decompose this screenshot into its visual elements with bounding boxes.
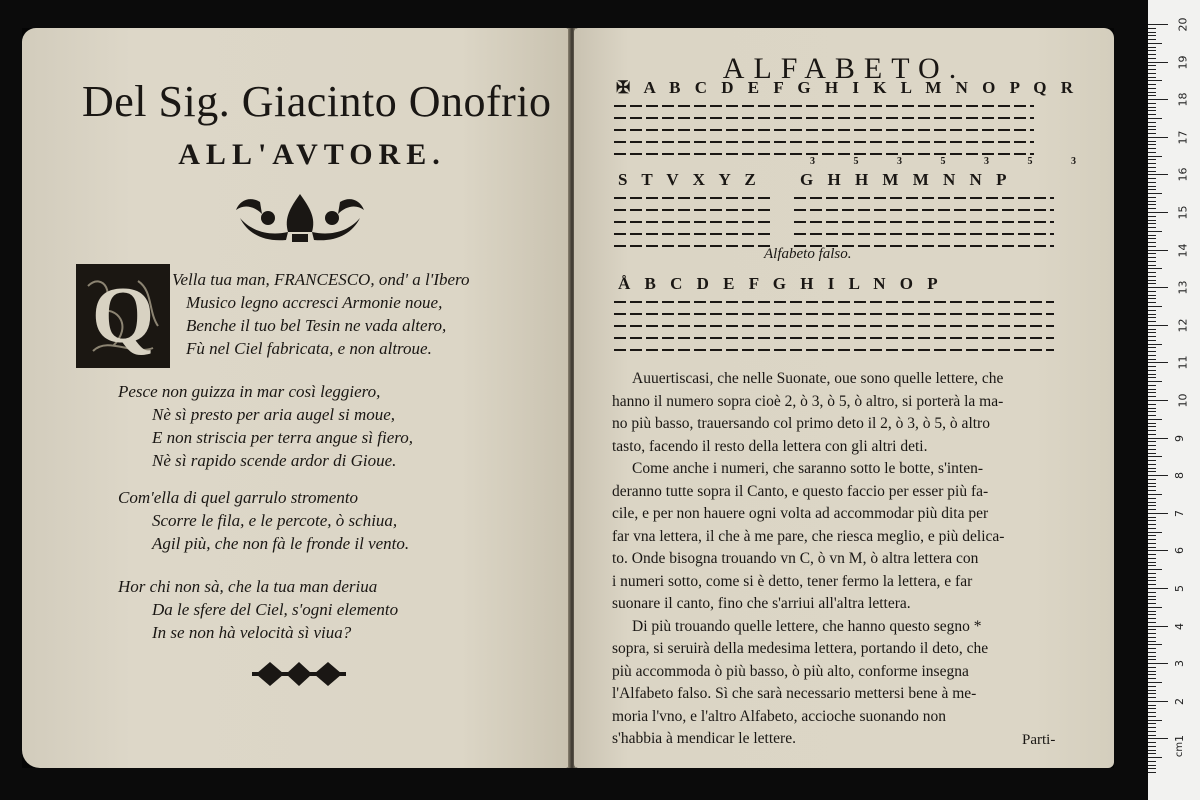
ruler-tick (1148, 114, 1156, 115)
ruler-tick (1148, 280, 1156, 281)
falso-label: Alfabeto falso. (764, 246, 852, 262)
ruler-tick (1148, 99, 1168, 100)
ruler-tick (1148, 261, 1156, 262)
verse-line: Agil più, che non fà le fronde il vento. (152, 534, 410, 553)
ruler-tick (1148, 201, 1156, 202)
ruler-tick (1148, 720, 1162, 721)
ruler-tick (1148, 362, 1168, 363)
ruler-tick (1148, 144, 1156, 145)
ruler-tick (1148, 223, 1156, 224)
ruler-tick (1148, 712, 1156, 713)
ruler-tick (1148, 517, 1156, 518)
ruler-number: 9 (1173, 434, 1186, 442)
ruler-tick (1148, 381, 1162, 382)
ruler-number: 2 (1173, 697, 1186, 705)
ruler-tick (1148, 479, 1156, 480)
body-text (612, 368, 1068, 751)
ruler-tick (1148, 456, 1162, 457)
ruler-number: 12 (1176, 318, 1190, 333)
ruler-tick (1148, 122, 1156, 123)
ruler-tick (1148, 663, 1168, 664)
stanza-4 (118, 575, 398, 644)
ruler-tick (1148, 32, 1156, 33)
ruler-tick (1148, 547, 1156, 548)
ruler-tick (1148, 445, 1156, 446)
ruler-tick (1148, 411, 1156, 412)
text-line: far vna lettera, il che à me pare, che riesca meglio, e più delica- (612, 527, 1005, 545)
text-line: cile, e per non hauere ogni volta ad accommodar più dita per (612, 505, 989, 522)
ruler-tick (1148, 43, 1162, 44)
ruler-tick (1148, 460, 1156, 461)
ruler-tick (1148, 24, 1168, 25)
ruler-tick (1148, 498, 1156, 499)
ruler-tick (1148, 189, 1156, 190)
text-line: tasto, facendo il resto della lettera con gli altri deti. (612, 437, 928, 455)
ruler-tick (1148, 110, 1156, 111)
ruler-tick (1148, 133, 1156, 134)
ruler-tick (1148, 690, 1156, 691)
ruler-tick (1148, 216, 1156, 217)
ruler-number: 4 (1173, 622, 1186, 630)
ruler-tick (1148, 701, 1168, 702)
ruler-tick (1148, 377, 1156, 378)
ruler-tick (1148, 573, 1156, 574)
verse-line: Pesce non guizza in mar così leggiero, (118, 382, 381, 401)
ruler-tick (1148, 464, 1156, 465)
ruler-tick (1148, 475, 1168, 476)
ruler-tick (1148, 193, 1162, 194)
ruler-tick (1148, 520, 1156, 521)
ruler-tick (1148, 314, 1156, 315)
ruler-tick (1148, 584, 1156, 585)
ruler-tick (1148, 430, 1156, 431)
ruler-number: 20 (1176, 17, 1190, 32)
ruler-tick (1148, 385, 1156, 386)
ruler-tick (1148, 618, 1156, 619)
ruler-tick (1148, 505, 1156, 506)
ruler-tick (1148, 58, 1156, 59)
ruler-tick (1148, 253, 1156, 254)
text-line: hanno il numero sopra cioè 2, ò 3, ò 5, ò altro, si porterà la ma- (612, 392, 1004, 410)
stanza-1 (172, 268, 470, 360)
ruler-tick (1148, 84, 1156, 85)
ruler-tick (1148, 524, 1156, 525)
ruler-tick (1148, 438, 1168, 439)
ruler-tick (1148, 449, 1156, 450)
ruler-tick (1148, 291, 1156, 292)
ruler-tick (1148, 611, 1156, 612)
verse-line: In se non hà velocità sì viua? (152, 623, 352, 642)
ruler-tick (1148, 641, 1156, 642)
ruler-tick (1148, 62, 1168, 63)
ruler-tick (1148, 336, 1156, 337)
ruler-tick (1148, 283, 1156, 284)
text-line: Di più trouando quelle lettere, che hanno questo segno * (632, 617, 982, 635)
ruler-tick (1148, 483, 1156, 484)
ruler-tick (1148, 344, 1162, 345)
ruler-number: 17 (1176, 130, 1190, 145)
ruler-tick (1148, 366, 1156, 367)
ruler-tick (1148, 317, 1156, 318)
ruler-number: 8 (1173, 472, 1186, 480)
ruler-tick (1148, 705, 1156, 706)
ruler-tick (1148, 674, 1156, 675)
verse-line: Vella tua man, FRANCESCO, ond' a l'Ibero (172, 270, 470, 289)
ruler-tick (1148, 753, 1156, 754)
page-subtitle: ALL'AVTORE. (178, 138, 446, 171)
ruler-tick (1148, 656, 1156, 657)
text-line: s'habbia à mendicar le lettere. (612, 730, 796, 747)
ruler-tick (1148, 171, 1156, 172)
ruler-tick (1148, 167, 1156, 168)
ornament-top (230, 188, 370, 246)
ruler-tick (1148, 746, 1156, 747)
initial-letter: Q (91, 272, 155, 360)
ruler-tick (1148, 374, 1156, 375)
ruler-tick (1148, 768, 1156, 769)
ruler-tick (1148, 118, 1162, 119)
ruler-tick (1148, 626, 1168, 627)
ruler-number: 1 (1173, 735, 1186, 743)
ruler-tick (1148, 678, 1156, 679)
ruler-tick (1148, 565, 1156, 566)
ruler-tick (1148, 92, 1156, 93)
verse-line: Com'ella di quel garrulo stromento (118, 488, 359, 507)
ruler-tick (1148, 716, 1156, 717)
ruler-tick (1148, 509, 1156, 510)
ruler-number: 3 (1173, 660, 1186, 668)
ruler-tick (1148, 667, 1156, 668)
alfabeto-falso-letters: Å B C D E F G H I L N O P (618, 274, 943, 293)
ruler-tick (1148, 535, 1156, 536)
ruler-tick (1148, 28, 1156, 29)
left-page (22, 28, 570, 768)
ruler-tick (1148, 415, 1156, 416)
text-line: i numeri sotto, come si è detto, tener fermo la lettera, e far (612, 572, 973, 590)
ruler-tick (1148, 423, 1156, 424)
verse-line: Scorre le fila, e le percote, ò schiua, (152, 511, 398, 530)
ruler-tick (1148, 757, 1162, 758)
scale-ruler (1148, 0, 1200, 800)
ruler-tick (1148, 302, 1156, 303)
ruler-tick (1148, 242, 1156, 243)
text-line: deranno tutte sopra il Canto, e questo faccio per esser più fa- (612, 482, 989, 500)
ruler-tick (1148, 370, 1156, 371)
ruler-tick (1148, 693, 1156, 694)
ruler-tick (1148, 426, 1156, 427)
ruler-tick (1148, 321, 1156, 322)
ruler-tick (1148, 73, 1156, 74)
ruler-tick (1148, 592, 1156, 593)
ruler-tick (1148, 268, 1162, 269)
ruler-tick (1148, 238, 1156, 239)
ruler-tick (1148, 648, 1156, 649)
ruler-tick (1148, 295, 1156, 296)
alfabeto-row-letters: ✠ A B C D E F G H I K L M N O P Q R (616, 78, 1079, 97)
ruler-tick (1148, 276, 1156, 277)
ruler-tick (1148, 392, 1156, 393)
ruler-tick (1148, 550, 1168, 551)
ruler-tick (1148, 35, 1156, 36)
ruler-tick (1148, 359, 1156, 360)
ruler-tick (1148, 697, 1156, 698)
text-line: l'Alfabeto falso. Sì che sarà necessario mettersi bene à me- (612, 685, 977, 702)
ruler-tick (1148, 580, 1156, 581)
ruler-tick (1148, 404, 1156, 405)
verse-line: Da le sfere del Ciel, s'ogni elemento (152, 600, 399, 619)
ruler-number: 13 (1176, 280, 1190, 295)
ruler-tick (1148, 265, 1156, 266)
ruler-tick (1148, 644, 1162, 645)
ruler-tick (1148, 47, 1156, 48)
ruler-tick (1148, 633, 1156, 634)
text-line: più accommoda ò più basso, ò più alto, conforme insegna (612, 662, 969, 680)
ruler-tick (1148, 80, 1162, 81)
right-page (574, 28, 1114, 768)
verse-line: Fù nel Ciel fabricata, e non altroue. (186, 339, 432, 358)
ruler-tick (1148, 614, 1156, 615)
ruler-tick (1148, 765, 1156, 766)
ruler-tick (1148, 554, 1156, 555)
open-book (22, 28, 1114, 768)
ruler-tick (1148, 65, 1156, 66)
verse-line: E non striscia per terra angue sì fiero, (152, 428, 413, 447)
ruler-tick (1148, 325, 1168, 326)
ruler-tick (1148, 389, 1156, 390)
ruler-tick (1148, 54, 1156, 55)
ruler-tick (1148, 528, 1156, 529)
ruler-tick (1148, 272, 1156, 273)
ruler-tick (1148, 227, 1156, 228)
ruler-tick (1148, 396, 1156, 397)
ruler-tick (1148, 453, 1156, 454)
ruler-tick (1148, 682, 1162, 683)
ruler-number: 18 (1176, 92, 1190, 107)
ruler-tick (1148, 174, 1168, 175)
ruler-tick (1148, 212, 1168, 213)
ruler-tick (1148, 186, 1156, 187)
ruler-tick (1148, 599, 1156, 600)
catchword: Parti- (1022, 732, 1056, 748)
ruler-tick (1148, 652, 1156, 653)
ruler-tick (1148, 539, 1156, 540)
ornament-bottom (252, 658, 346, 690)
ruler-tick (1148, 287, 1168, 288)
ruler-tick (1148, 532, 1162, 533)
ruler-tick (1148, 502, 1156, 503)
ruler-tick (1148, 163, 1156, 164)
ruler-tick (1148, 351, 1156, 352)
ruler-tick (1148, 588, 1168, 589)
text-line: no più basso, trauersando col primo deto il 2, ò 3, ò 5, ò altro (612, 415, 990, 432)
ruler-tick (1148, 494, 1162, 495)
ruler-tick (1148, 298, 1156, 299)
verse-line: Nè sì presto per aria augel si moue, (152, 405, 396, 424)
ruler-tick (1148, 250, 1168, 251)
ruler-tick (1148, 562, 1156, 563)
alfabeto-row-letters: S T V X Y Z (618, 170, 761, 189)
ruler-tick (1148, 182, 1156, 183)
ruler-tick (1148, 607, 1162, 608)
ruler-tick (1148, 558, 1156, 559)
ruler-tick (1148, 490, 1156, 491)
ruler-tick (1148, 629, 1156, 630)
verse-line: Musico legno accresci Armonie noue, (186, 293, 443, 312)
ruler-tick (1148, 329, 1156, 330)
ruler-tick (1148, 671, 1156, 672)
text-line: Come anche i numeri, che saranno sotto le botte, s'inten- (632, 460, 984, 477)
fret-numbers: 3 5 3 5 3 5 3 (810, 156, 1094, 167)
ruler-tick (1148, 159, 1156, 160)
text-line: moria l'vno, e l'altro Alfabeto, accioche suonando non (612, 707, 946, 725)
stanza-3 (118, 486, 409, 555)
ruler-tick (1148, 204, 1156, 205)
verse-line: Benche il tuo bel Tesin ne vada altero, (186, 316, 447, 335)
ruler-tick (1148, 727, 1156, 728)
ruler-number: 5 (1173, 585, 1186, 592)
tablature-staff (614, 100, 1034, 160)
ruler-tick (1148, 622, 1156, 623)
ruler-tick (1148, 408, 1156, 409)
verse-line: Hor chi non sà, che la tua man deriua (118, 577, 378, 596)
decorated-initial (76, 264, 170, 368)
ruler-tick (1148, 148, 1156, 149)
ruler-number: 7 (1173, 509, 1186, 517)
ruler-tick (1148, 235, 1156, 236)
ruler-tick (1148, 772, 1156, 773)
ruler-tick (1148, 306, 1162, 307)
ruler-tick (1148, 347, 1156, 348)
ruler-tick (1148, 686, 1156, 687)
ruler-number: 6 (1173, 547, 1186, 555)
alfabeto-title: ALFABETO. (722, 52, 966, 85)
text-line: sopra, si seruirà della medesima lettera, portando il deto, che (612, 640, 989, 657)
alfabeto-row-letters: G H H M M N N P (800, 170, 1012, 189)
ruler-tick (1148, 569, 1162, 570)
ruler-unit: cm (1174, 741, 1186, 758)
ruler-tick (1148, 178, 1156, 179)
ruler-number: 11 (1176, 355, 1190, 370)
ruler-tick (1148, 750, 1156, 751)
tablature-staff (614, 296, 1054, 354)
ruler-tick (1148, 735, 1156, 736)
ruler-tick (1148, 50, 1156, 51)
ruler-tick (1148, 596, 1156, 597)
ruler-tick (1148, 208, 1156, 209)
ruler-tick (1148, 419, 1162, 420)
ruler-tick (1148, 137, 1168, 138)
ruler-tick (1148, 332, 1156, 333)
page-title: Del Sig. Giacinto Onofrio (82, 77, 552, 126)
ruler-tick (1148, 738, 1168, 739)
ruler-tick (1148, 355, 1156, 356)
ruler-tick (1148, 400, 1168, 401)
ruler-tick (1148, 742, 1156, 743)
ruler-tick (1148, 468, 1156, 469)
ruler-tick (1148, 246, 1156, 247)
ruler-tick (1148, 152, 1156, 153)
ruler-tick (1148, 126, 1156, 127)
ruler-tick (1148, 723, 1156, 724)
ruler-tick (1148, 708, 1156, 709)
ruler-tick (1148, 77, 1156, 78)
text-line: to. Onde bisogna trouando vn C, ò vn M, ò altra lettera con (612, 550, 979, 567)
ruler-tick (1148, 156, 1162, 157)
ruler-tick (1148, 220, 1156, 221)
ruler-tick (1148, 340, 1156, 341)
ruler-number: 16 (1176, 167, 1190, 182)
verse-line: Nè sì rapido scende ardor di Gioue. (152, 451, 397, 470)
ruler-tick (1148, 603, 1156, 604)
ruler-tick (1148, 513, 1168, 514)
ruler-tick (1148, 577, 1156, 578)
ruler-tick (1148, 107, 1156, 108)
ruler-tick (1148, 543, 1156, 544)
ruler-tick (1148, 141, 1156, 142)
ruler-tick (1148, 257, 1156, 258)
ruler-tick (1148, 731, 1156, 732)
ruler-number: 10 (1176, 393, 1190, 408)
ruler-tick (1148, 761, 1156, 762)
text-line: suonare il canto, fino che s'arriui all'altra lettera. (612, 595, 911, 612)
ruler-tick (1148, 310, 1156, 311)
ruler-number: 19 (1176, 55, 1190, 70)
stanza-2 (118, 380, 413, 472)
ruler-tick (1148, 129, 1156, 130)
tablature-staff (614, 192, 1054, 250)
text-line: Auuertiscasi, che nelle Suonate, oue sono quelle lettere, che (632, 370, 1004, 387)
ruler-tick (1148, 95, 1156, 96)
ruler-tick (1148, 486, 1156, 487)
ruler-tick (1148, 434, 1156, 435)
ruler-tick (1148, 471, 1156, 472)
ruler-number: 14 (1176, 243, 1190, 258)
ruler-tick (1148, 637, 1156, 638)
ruler-tick (1148, 197, 1156, 198)
ruler-tick (1148, 231, 1162, 232)
ruler-tick (1148, 69, 1156, 70)
ruler-tick (1148, 441, 1156, 442)
ruler-tick (1148, 88, 1156, 89)
ruler-tick (1148, 103, 1156, 104)
ruler-tick (1148, 659, 1156, 660)
ruler-number: 15 (1176, 205, 1190, 220)
ruler-tick (1148, 39, 1156, 40)
